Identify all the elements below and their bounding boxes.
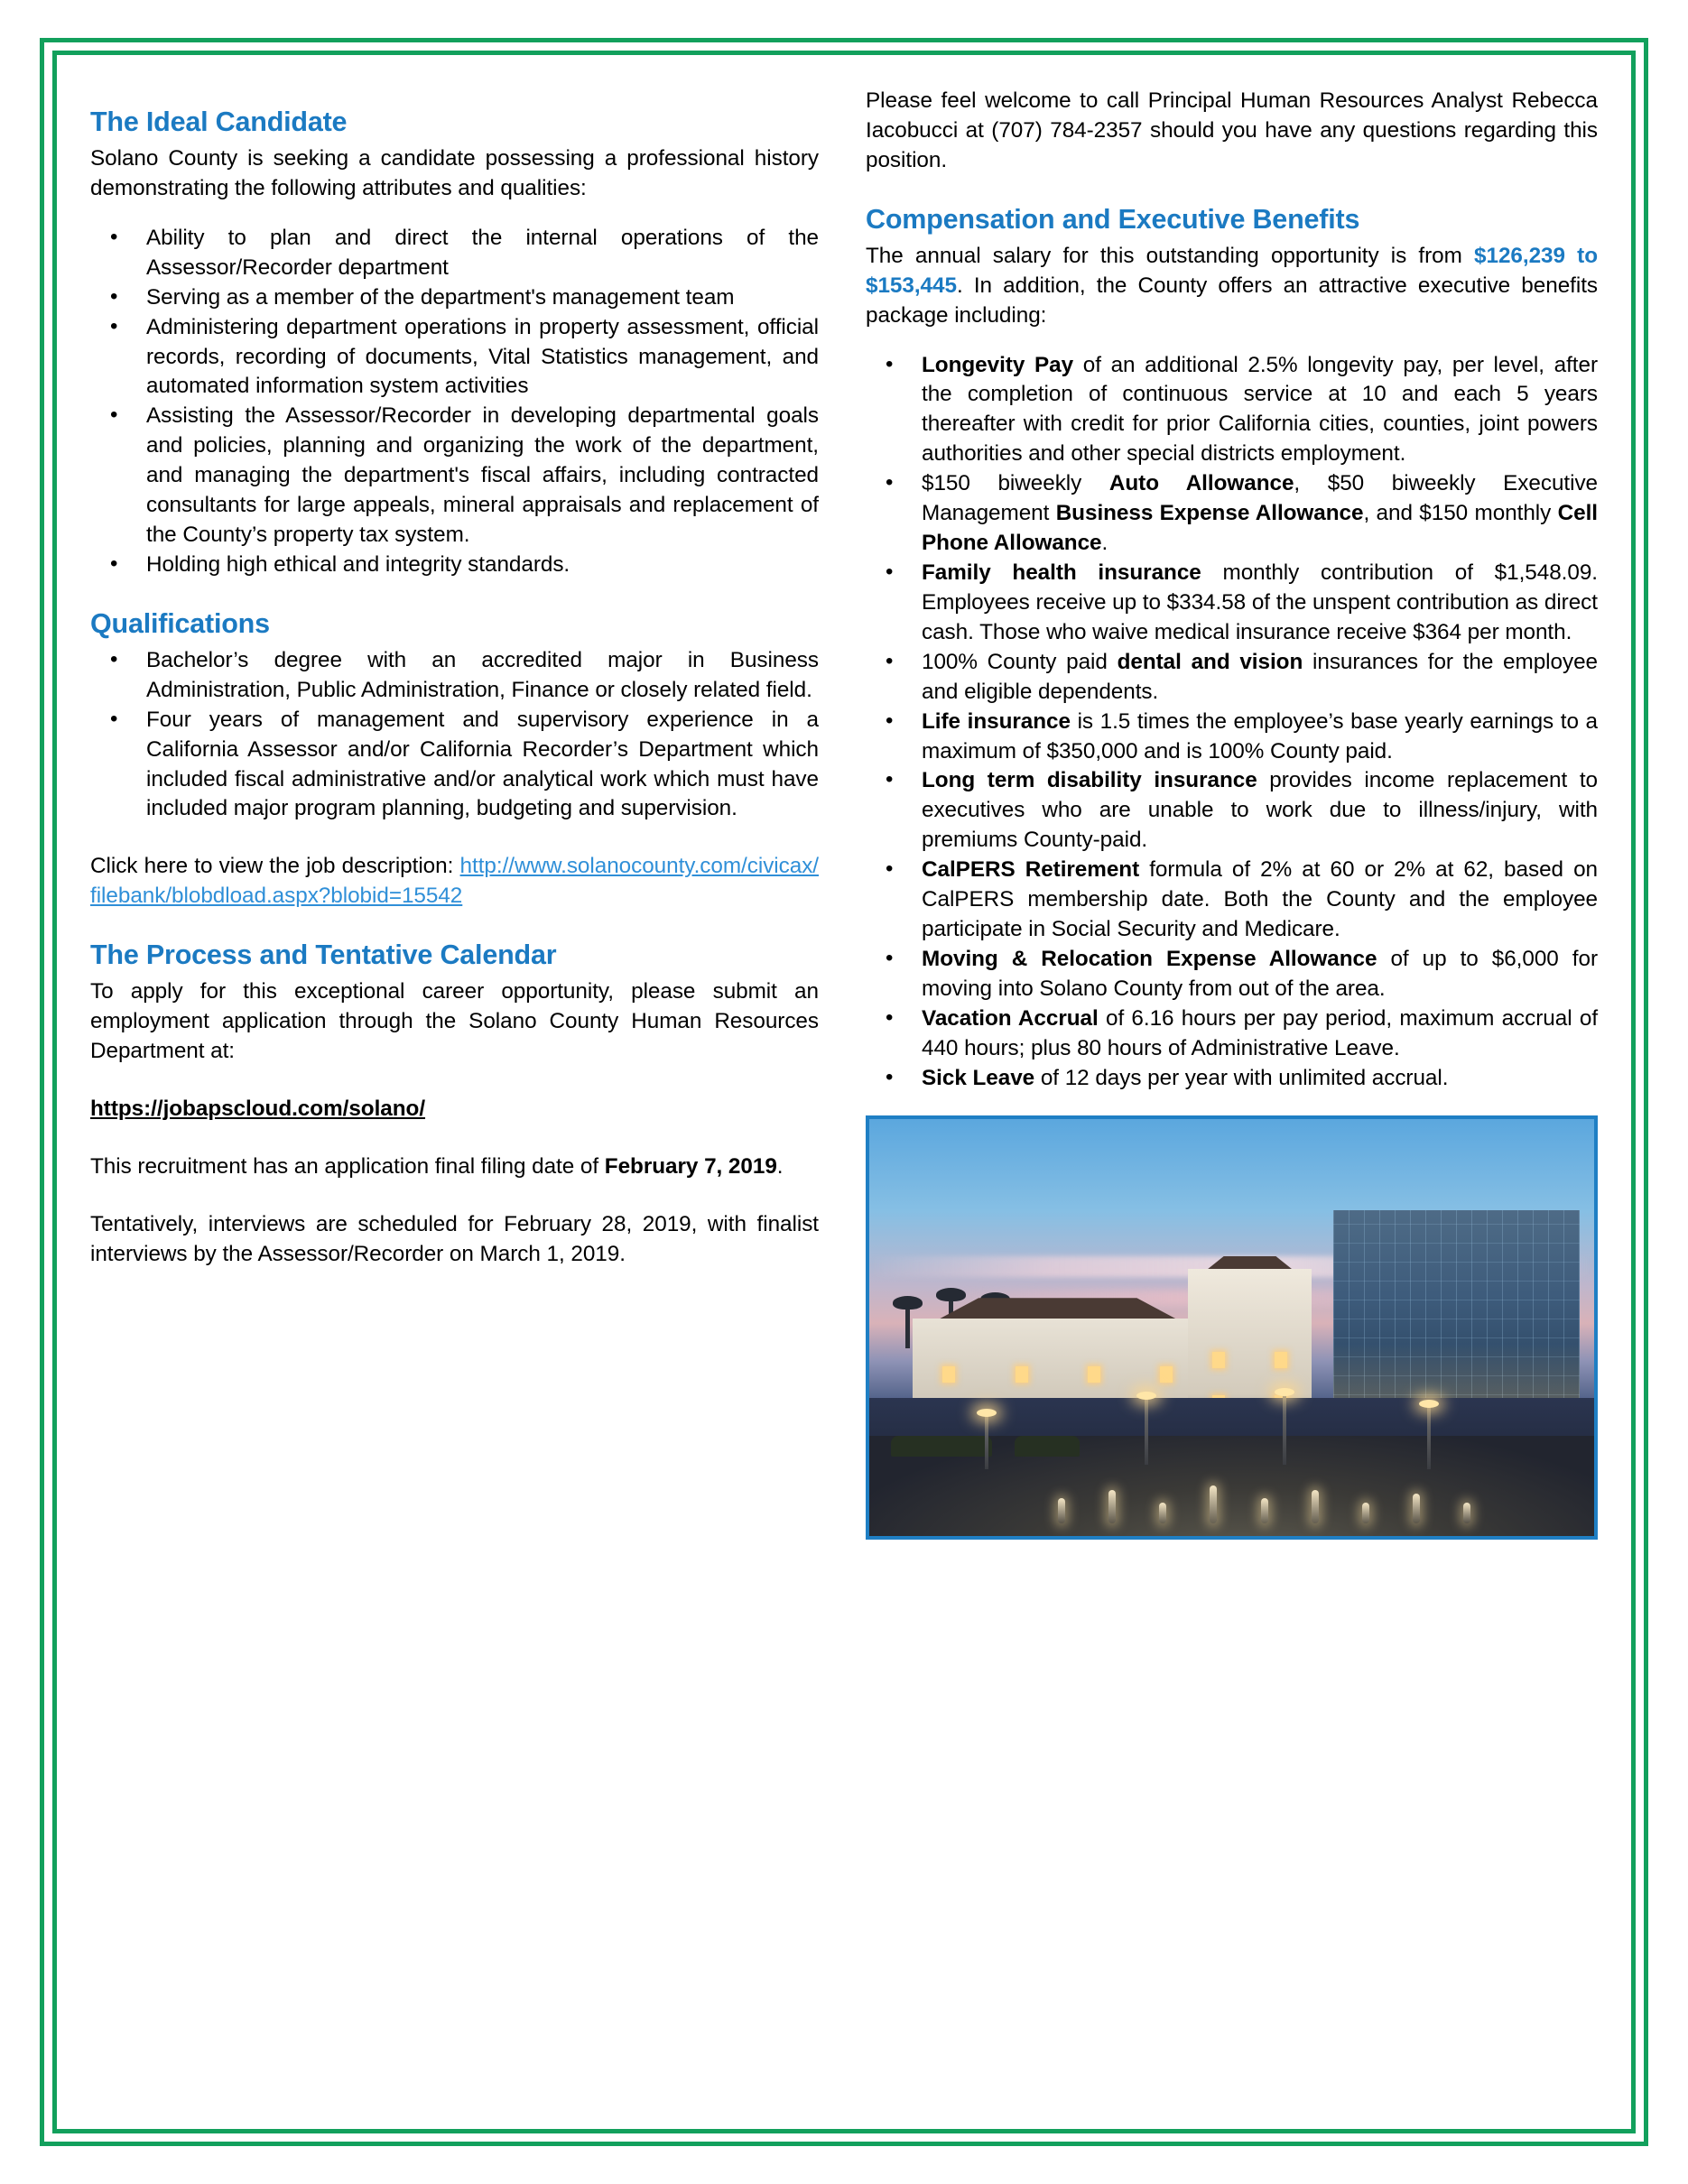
list-item: • Administering department operations in property assessment, official records, recording of documents, Vital Statistics management, and automated information system activities <box>90 313 819 403</box>
benefit-term: Vacation Accrual <box>922 1005 1099 1031</box>
fountain-jet <box>1210 1485 1217 1523</box>
lamp-post <box>1427 1406 1431 1468</box>
photo-sky <box>869 1119 1594 1536</box>
benefit-term: CalPERS Retirement <box>922 857 1140 883</box>
benefit-term: Auto Allowance <box>1108 471 1294 496</box>
apply-url-link[interactable]: https://jobapscloud.com/solano/ <box>90 1097 426 1121</box>
benefit-term: Moving & Relocation Expense Allowance <box>922 946 1377 971</box>
lamp-post <box>985 1415 988 1469</box>
ideal-candidate-intro: Solano County is seeking a candidate possessing a professional history demonstrating the following attributes and qualities: <box>90 145 819 200</box>
final-filing-date: February 7, 2019 <box>604 1153 777 1179</box>
shrub <box>1015 1436 1080 1457</box>
heading-process-calendar: The Process and Tentative Calendar <box>90 939 557 971</box>
benefit-text: formula of 2% at 60 or 2% at 62, based on CalPERS membership date. Both the County and the employee participate in Social Security and Medicare. <box>922 857 1599 942</box>
county-building-photo <box>866 1115 1598 1540</box>
salary-prefix: The annual salary for this outstanding opportunity is from <box>866 243 1475 268</box>
job-description-prefix: Click here to view the job description: <box>90 854 454 879</box>
left-column <box>90 87 822 1540</box>
salary-paragraph <box>866 242 1598 331</box>
list-item <box>866 648 1598 708</box>
benefit-text: of up to $6,000 for moving into Solano County from out of the area. <box>922 946 1598 1001</box>
lit-window <box>1016 1366 1028 1383</box>
benefit-text: . <box>1101 531 1108 556</box>
two-column-content <box>90 87 1598 1540</box>
salary-suffix: . In addition, the County offers an attractive executive benefits package including: <box>866 273 1598 328</box>
lamp-post <box>1283 1394 1286 1466</box>
list-item: • Holding high ethical and integrity standards. <box>90 551 819 580</box>
fountain-jet <box>1362 1503 1369 1523</box>
list-item <box>866 469 1598 559</box>
lit-window <box>942 1366 955 1383</box>
right-column <box>866 87 1598 1540</box>
list-item <box>866 351 1598 470</box>
lit-window <box>1212 1352 1225 1368</box>
benefit-term: Life insurance <box>922 708 1071 734</box>
benefit-text: of 6.16 hours per pay period, maximum accrual of 440 hours; plus 80 hours of Administrative Leave. <box>922 1005 1599 1060</box>
list-item <box>866 856 1598 945</box>
benefit-text: is 1.5 times the employee’s base yearly earnings to a maximum of $350,000 and is 100% County paid. <box>922 708 1599 763</box>
fountain-jet <box>1108 1490 1116 1523</box>
list-item <box>866 559 1598 648</box>
benefit-term: Business Expense Allowance <box>1055 501 1364 526</box>
fountain-jet <box>1463 1503 1470 1523</box>
ideal-candidate-bullets <box>90 224 819 580</box>
list-item: • Four years of management and supervisory experience in a California Assessor and/or California Recorder’s Department which included fiscal administrative and/or analytical work which must have included major program planning, budgeting and supervision. <box>90 706 819 825</box>
job-description-link[interactable]: http://www.solanocounty.com/civicax/filebank/blobdload.aspx?blobid=15542 <box>90 854 820 909</box>
list-item: • Ability to plan and direct the internal operations of the Assessor/Recorder department <box>90 224 819 283</box>
list-item: • Assisting the Assessor/Recorder in developing departmental goals and policies, planning and organizing the work of the department, and managing the department's fiscal affairs, including contracted consultants for large appeals, mineral appraisals and replacement of the County’s property tax system. <box>90 402 819 551</box>
fountain-jet <box>1312 1490 1319 1523</box>
benefit-text: $150 biweekly <box>922 471 1109 496</box>
benefit-term: dental and vision <box>1117 649 1303 674</box>
lit-window <box>1275 1352 1287 1368</box>
salary-range: $126,239 to $153,445 <box>866 243 1598 298</box>
final-filing-line <box>90 1152 819 1182</box>
list-item <box>866 945 1598 1004</box>
benefit-text: provides income replacement to executives who are unable to work due to illness/injury, with premiums County-paid. <box>922 768 1598 853</box>
heading-ideal-candidate: The Ideal Candidate <box>90 106 348 137</box>
shrub <box>891 1436 992 1457</box>
final-filing-suffix: . <box>776 1153 784 1179</box>
lamp-post <box>1145 1398 1148 1465</box>
list-item: • Bachelor’s degree with an accredited major in Business Administration, Public Administration, Finance or closely related field. <box>90 646 819 706</box>
job-description-line <box>90 852 819 912</box>
list-item <box>866 766 1598 856</box>
benefit-text: of 12 days per year with unlimited accrual. <box>1034 1065 1449 1090</box>
interview-schedule: Tentatively, interviews are scheduled for February 28, 2019, with finalist interviews by the Assessor/Recorder on March 1, 2019. <box>90 1211 819 1266</box>
benefit-text: , and $150 monthly <box>1363 501 1558 526</box>
benefits-bullets <box>866 351 1598 1094</box>
fountain-jet <box>1159 1503 1166 1523</box>
fountain-jet <box>1261 1498 1268 1523</box>
list-item: • Serving as a member of the department's management team <box>90 283 819 313</box>
apply-url-line <box>90 1095 819 1124</box>
heading-compensation: Compensation and Executive Benefits <box>866 203 1360 235</box>
benefit-term: Long term disability insurance <box>922 768 1257 793</box>
benefit-text: 100% County paid <box>922 649 1118 674</box>
lit-window <box>1160 1366 1173 1383</box>
palm-tree-icon <box>905 1306 910 1347</box>
heading-qualifications: Qualifications <box>90 607 270 639</box>
list-item <box>866 1064 1598 1094</box>
benefit-text: , $50 biweekly Executive Management <box>922 471 1599 526</box>
benefit-term: Cell Phone Allowance <box>922 501 1598 556</box>
window-row <box>913 1366 1202 1383</box>
list-item <box>866 1004 1598 1064</box>
final-filing-prefix: This recruitment has an application final filing date of <box>90 1153 605 1179</box>
benefit-term: Longevity Pay <box>922 352 1074 377</box>
apply-instructions: To apply for this exceptional career opportunity, please submit an employment application through the Solano County Human Resources Department at: <box>90 979 819 1064</box>
benefit-term: Family health insurance <box>922 560 1201 585</box>
benefit-text: insurances for the employee and eligible dependents. <box>922 649 1598 704</box>
list-item <box>866 708 1598 767</box>
window-row <box>1188 1352 1312 1368</box>
fountain-jet <box>1058 1498 1065 1523</box>
contact-paragraph: Please feel welcome to call Principal Human Resources Analyst Rebecca Iacobucci at (707) 784-2357 should you have any questions regarding this position. <box>866 88 1598 172</box>
qualifications-bullets <box>90 646 819 825</box>
benefit-term: Sick Leave <box>922 1065 1035 1090</box>
fountain-jet <box>1413 1494 1420 1522</box>
lit-window <box>1088 1366 1100 1383</box>
benefit-text: monthly contribution of $1,548.09. Employees receive up to $334.58 of the unspent contribution as direct cash. Those who waive medical insurance receive $364 per month. <box>922 560 1599 644</box>
benefit-text: of an additional 2.5% longevity pay, per level, after the completion of continuous service at 10 and each 5 years thereafter with credit for prior California cities, counties, joint powers authorities and other special districts employment. <box>922 352 1599 467</box>
